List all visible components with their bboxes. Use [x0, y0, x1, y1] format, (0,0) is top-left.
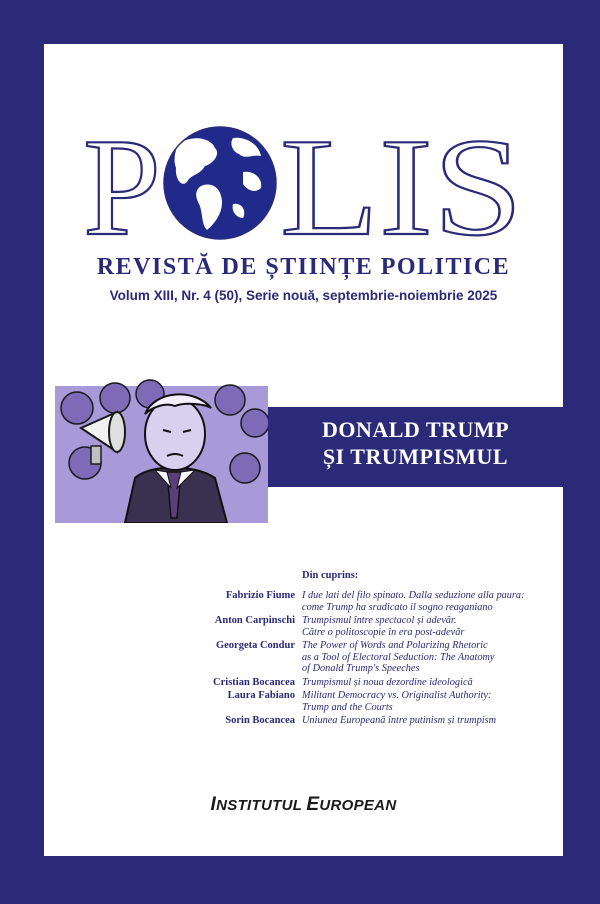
- publisher-part-2: UROPEAN: [319, 797, 397, 814]
- logo-letters-lis: LIS: [280, 124, 523, 242]
- polis-logo-svg: [83, 124, 523, 242]
- toc-title-line: Uniunea Europeană între putinism și trumpism: [302, 715, 497, 726]
- toc-title: [302, 615, 558, 638]
- toc-author: Laura Fabiano: [227, 690, 295, 701]
- toc-entry: [108, 690, 558, 713]
- toc-title-line: Trumpismul și noua dezordine ideologică: [302, 676, 473, 688]
- toc-title-line: Trumpismul între spectacol și adevăr.: [302, 615, 457, 626]
- logo-letter-p: P: [83, 124, 161, 242]
- theme-line-1: DONALD TRUMP: [321, 417, 510, 442]
- cartoon-illustration: [55, 368, 268, 523]
- toc-title-line: of Donald Trump's Speeches: [302, 663, 420, 674]
- toc-entry: [108, 715, 558, 727]
- table-of-contents: [108, 590, 558, 729]
- theme-line-2: ȘI TRUMPISMUL: [322, 444, 509, 469]
- issue-theme: [268, 416, 563, 470]
- toc-title: [302, 640, 558, 675]
- publisher-part-1: NSTITUTUL: [216, 797, 307, 814]
- globe-icon: [164, 127, 276, 239]
- toc-author: Anton Carpinschi: [214, 615, 295, 626]
- toc-title-line: The Power of Words and Polarizing Rhetoric: [302, 640, 488, 651]
- cartoon-svg: [55, 368, 268, 523]
- publisher-initial-i: I: [210, 794, 217, 815]
- toc-title: [302, 590, 558, 613]
- toc-title-line: Trump and the Courts: [302, 701, 393, 713]
- toc-title: [302, 715, 558, 727]
- toc-entry: [108, 640, 558, 675]
- toc-entry: [108, 677, 558, 689]
- toc-title-line: I due lati del filo spinato. Dalla seduzione alla paura:: [302, 590, 525, 601]
- journal-subtitle: REVISTĂ DE ȘTIINȚE POLITICE: [96, 254, 511, 280]
- toc-title-line: Militant Democracy vs. Originalist Authority:: [302, 690, 492, 701]
- toc-author: Cristian Bocancea: [213, 676, 295, 688]
- toc-title-line: as a Tool of Electoral Seduction: The Anatomy: [302, 651, 495, 663]
- toc-entry: [108, 615, 558, 638]
- toc-heading: Din cuprins:: [302, 570, 359, 581]
- toc-title: [302, 690, 558, 713]
- volume-line: Volum XIII, Nr. 4 (50), Serie nouă, septembrie-noiembrie 2025: [109, 288, 498, 303]
- publisher-name: [44, 794, 563, 816]
- toc-title-line: come Trump ha sradicato il sogno reaganiano: [302, 601, 493, 613]
- toc-title: [302, 677, 558, 689]
- polis-logo: [83, 124, 523, 242]
- toc-author: Sorin Bocancea: [225, 715, 295, 726]
- toc-author: Fabrizio Fiume: [225, 590, 295, 601]
- toc-entry: [108, 590, 558, 613]
- toc-author: Georgeta Condur: [215, 640, 295, 651]
- publisher-initial-e: E: [306, 794, 320, 815]
- toc-title-line: Către o politoscopie în era post-adevăr: [302, 626, 465, 638]
